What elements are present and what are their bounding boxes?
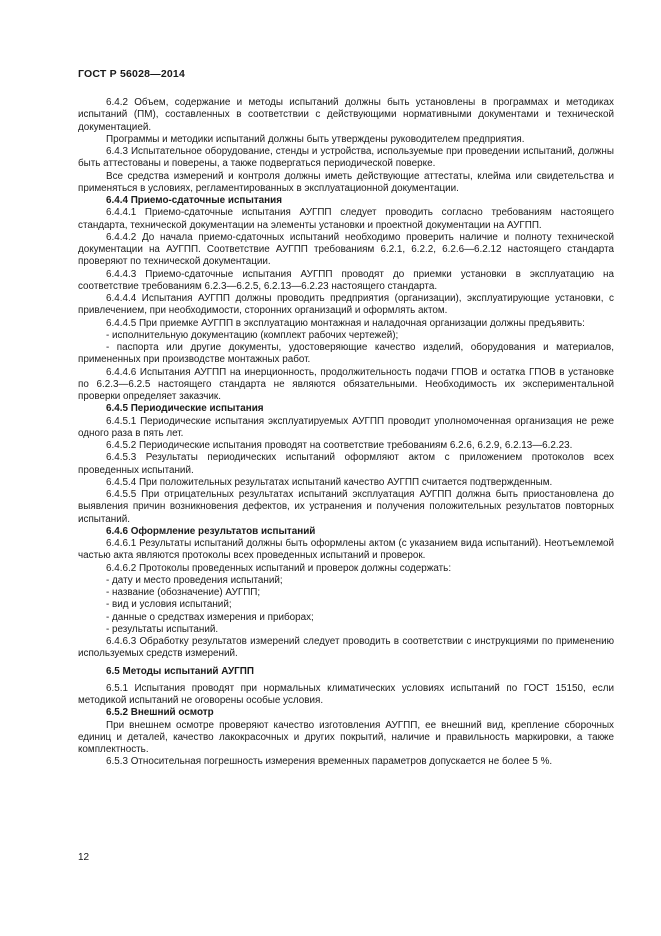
list-item: - данные о средствах измерения и приборах; [106,611,314,623]
paragraph: 6.4.6.2 Протоколы проведенных испытаний и проверок должны содержать: [106,562,452,574]
paragraph: 6.4.3 Испытательное оборудование, стенды и устройства, используемые при проведении испытаний, должны быть аттестованы и поверены, а также подвергаться периодической поверке. [78,146,614,170]
paragraph: 6.4.5.2 Периодические испытания проводят на соответствие требованиям 6.2.6, 6.2.9, 6.2.13—6.2.23. [106,440,573,451]
paragraph: 6.4.5.3 Результаты периодических испытаний оформляют актом с приложением протоколов всех проведенных испытаний. [78,452,614,476]
document-body [78,97,614,769]
paragraph: При внешнем осмотре проверяют качество изготовления АУГПП, ее внешний вид, крепление сборочных единиц и деталей, качество лакокрасочных и других покрытий, наличие и правильность маркировки, а также комплектность. [78,719,614,755]
section-heading: 6.4.4 Приемо-сдаточные испытания [106,195,282,206]
section-heading: 6.5.2 Внешний осмотр [106,707,214,719]
paragraph: 6.4.5.1 Периодические испытания эксплуатируемых АУГПП проводит уполномоченная организация не реже одного раза в пять лет. [78,415,614,439]
list-item: - дату и место проведения испытаний; [106,574,283,586]
paragraph: 6.4.5.4 При положительных результатах испытаний качество АУГПП считается подтвержденным. [106,476,553,488]
paragraph: 6.5.1 Испытания проводят при нормальных климатических условиях испытаний по ГОСТ 15150, если методикой испытаний не оговорены особые условия. [78,682,614,706]
paragraph: 6.4.4.5 При приемке АУГПП в эксплуатацию монтажная и наладочная организации должны предъявить: [106,317,585,329]
paragraph: Все средства измерений и контроля должны иметь действующие аттестаты, клейма или свидетельства и применяться в условиях, регламентированных в эксплуатационной документации. [78,170,614,194]
list-item: - название (обозначение) АУГПП; [106,587,261,598]
paragraph: 6.4.4.6 Испытания АУГПП на инерционность, продолжительность подачи ГПОВ и остатка ГПОВ в установке по 6.2.3—6.2.5 настоящего стандарта не являются обязательными. Необходимость их экспериментальной проверки определяет заказчик. [78,366,614,402]
paragraph: 6.4.4.4 Испытания АУГПП должны проводить предприятия (организации), эксплуатирующие установки, с привлечением, при необходимости, сторонних организаций и оформлять актом. [78,293,614,317]
paragraph: 6.4.5.5 При отрицательных результатах испытаний эксплуатация АУГПП должна быть приостановлена до выявления причин возникновения дефектов, их устранения и получения положительных результатов повторных испытаний. [78,489,614,525]
list-item: - результаты испытаний. [106,623,219,635]
paragraph: 6.4.4.1 Приемо-сдаточные испытания АУГПП следует проводить согласно требованиям настоящего стандарта, технической документации на элементы установки и проектной документации на АУГПП. [78,207,614,231]
paragraph: 6.4.4.2 До начала приемо-сдаточных испытаний необходимо проверить наличие и полноту технической документации на АУГПП. Соответствие АУГПП требованиям 6.2.1, 6.2.2, 6.2.6—6.2.12 настоящего стандарта проверяют по технической документации. [78,231,614,268]
paragraph: Программы и методики испытаний должны быть утверждены руководителем предприятия. [106,133,525,145]
page-number: 12 [78,852,90,863]
section-heading: 6.4.6 Оформление результатов испытаний [106,525,316,537]
paragraph: 6.5.3 Относительная погрешность измерения временных параметров допускается не более 5 %. [106,756,553,768]
paragraph: 6.4.4.3 Приемо-сдаточные испытания АУГПП проводят до приемки установки в эксплуатацию на соответствие требованиям 6.2.3—6.2.5, 6.2.13—6.2.23 настоящего стандарта. [78,268,614,292]
list-item: - паспорта или другие документы, удостоверяющие качество изделий, оборудования и материалов, примененных при производстве монтажных работ. [78,342,614,366]
section-heading: 6.5 Методы испытаний АУГПП [106,665,254,677]
paragraph: 6.4.2 Объем, содержание и методы испытаний должны быть установлены в программах и методиках испытаний (ПМ), составленных в соответствии с действующими нормативными документами и технической документацией. [78,97,614,133]
list-item: - вид и условия испытаний; [106,599,232,611]
list-item: - исполнительную документацию (комплект рабочих чертежей); [106,329,399,341]
paragraph: 6.4.6.3 Обработку результатов измерений следует проводить в соответствии с инструкциями по применению используемых средств измерений. [78,636,614,660]
standard-header: ГОСТ Р 56028—2014 [78,68,186,80]
paragraph: 6.4.6.1 Результаты испытаний должны быть оформлены актом (с указанием вида испытаний). Неотъемлемой частью акта являются протоколы всех проведенных испытаний и проверок. [78,538,614,562]
section-heading: 6.4.5 Периодические испытания [106,403,264,415]
